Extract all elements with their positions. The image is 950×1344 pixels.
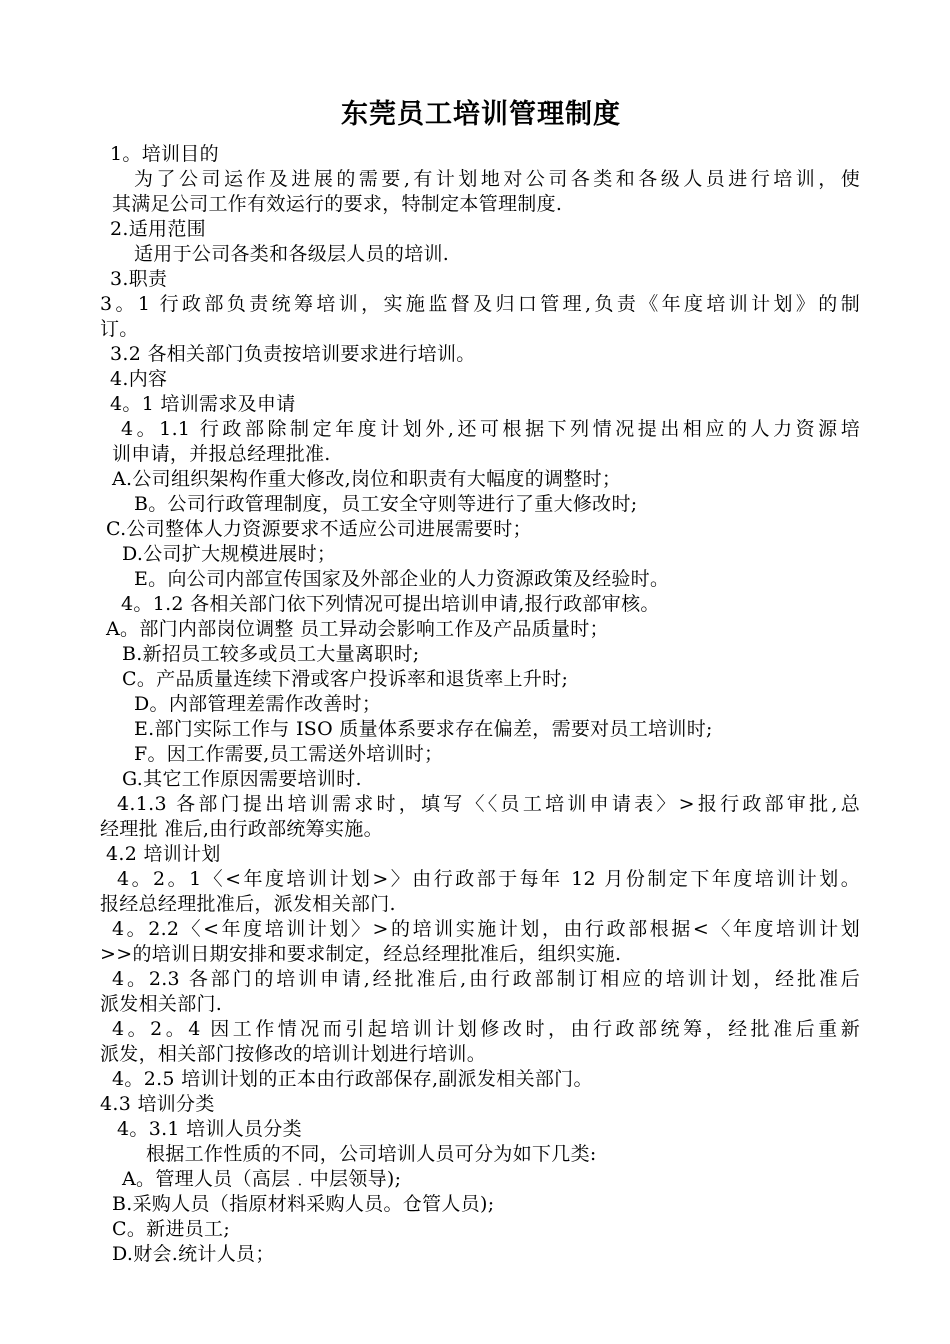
paragraph-line: 根据工作性质的不同，公司培训人员可分为如下几类: [146,1143,597,1165]
section-heading: 4.内容 [110,368,168,390]
list-item: D.财会.统计人员； [112,1243,275,1265]
list-item: D.公司扩大规模进展时； [122,543,337,565]
list-item: E.部门实际工作与 ISO 质量体系要求存在偏差，需要对员工培训时; [134,718,713,740]
paragraph-line: 报经总经理批准后，派发相关部门. [100,893,396,915]
paragraph-line: 4。2.5 培训计划的正本由行政部保存,副派发相关部门。 [112,1068,593,1090]
subsection-heading: 4。1 培训需求及申请 [110,393,296,415]
list-item: C。产品质量连续下滑或客户投诉率和退货率上升时; [122,668,569,690]
list-item: G.其它工作原因需要培训时. [122,768,362,790]
list-item: A。管理人员（高层﹒中层领导); [122,1168,402,1190]
list-item: B.采购人员（指原材料采购人员。仓管人员); [112,1193,495,1215]
list-item: F。因工作需要,员工需送外培训时； [134,743,444,765]
paragraph-line: 训申请，并报总经理批准. [112,443,331,465]
paragraph-line: 4。2。4 因工作情况而引起培训计划修改时，由行政部统筹，经批准后重新 [112,1018,860,1040]
paragraph-line: 为了公司运作及进展的需要,有计划地对公司各类和各级人员进行培训，使 [134,168,860,190]
list-item: B.新招员工较多或员工大量离职时; [122,643,420,665]
paragraph-line: 其满足公司工作有效运行的要求，特制定本管理制度. [112,193,563,215]
paragraph-line: 3.2 各相关部门负责按培训要求进行培训。 [110,343,476,365]
paragraph-line: 4。1.1 行政部除制定年度计划外,还可根据下列情况提出相应的人力资源培 [121,418,860,440]
section-heading: 3.职责 [110,268,168,290]
paragraph-line: 4。1.2 各相关部门依下列情况可提出培训申请,报行政部审核。 [121,593,660,615]
paragraph-line: 4。2。1〈<年度培训计划>〉由行政部于每年 12 月份制定下年度培训计划。 [117,868,860,890]
subsection-heading: 4.3 培训分类 [100,1093,215,1115]
list-item: E。向公司内部宣传国家及外部企业的人力资源政策及经验时。 [134,568,670,590]
list-item: D。内部管理差需作改善时； [134,693,382,715]
paragraph-line: 订。 [100,318,139,340]
paragraph-line: 适用于公司各类和各级层人员的培训. [134,243,450,265]
paragraph-line: 4.1.3 各部门提出培训需求时，填写〈〈员工培训申请表〉>报行政部审批,总 [117,793,860,815]
paragraph-line: 经理批 准后,由行政部统筹实施。 [100,818,383,840]
paragraph-line: 4。2.3 各部门的培训申请,经批准后,由行政部制订相应的培训计划，经批准后 [112,968,860,990]
paragraph-line: 派发相关部门. [100,993,223,1015]
list-item: C。新进员工; [112,1218,231,1240]
paragraph-line: 4。2.2〈<年度培训计划〉>的培训实施计划，由行政部根据<〈年度培训计划 [112,918,860,940]
list-item: C.公司整体人力资源要求不适应公司进展需要时； [106,518,532,540]
list-item: A。部门内部岗位调整 员工异动会影响工作及产品质量时； [106,618,609,640]
subsection-heading: 4。3.1 培训人员分类 [117,1118,302,1140]
document-title: 东莞员工培训管理制度 [341,99,621,130]
subsection-heading: 4.2 培训计划 [106,843,221,865]
section-heading: 1。培训目的 [110,143,219,165]
paragraph-line: 派发，相关部门按修改的培训计划进行培训。 [100,1043,487,1065]
list-item: A.公司组织架构作重大修改,岗位和职责有大幅度的调整时； [112,468,622,490]
paragraph-line: 3。1 行政部负责统筹培训，实施监督及归口管理,负责《年度培训计划》的制 [100,293,860,315]
section-heading: 2.适用范围 [110,218,206,240]
list-item: B。公司行政管理制度，员工安全守则等进行了重大修改时; [134,493,638,515]
paragraph-line: >>的培训日期安排和要求制定，经总经理批准后，组织实施. [100,943,622,965]
